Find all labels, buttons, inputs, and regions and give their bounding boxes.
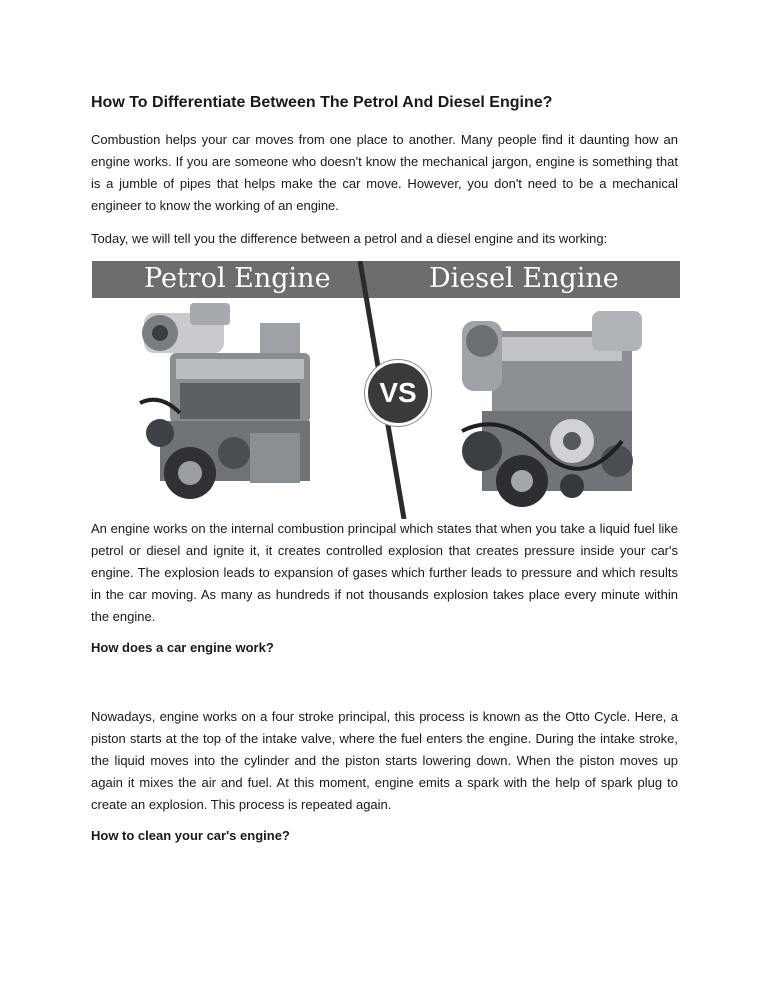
lead-in-paragraph: Today, we will tell you the difference between a petrol and a diesel engine and its working:: [91, 231, 608, 246]
combustion-paragraph: An engine works on the internal combustion principal which states that when you take a liquid fuel like petrol or diesel and ignite it, it creates controlled explosion that creates pressure inside your car's engine. The explosion leads to expansion of gases which further leads to pressure and which results in the car moving. As many as hundreds if not thousands explosion takes place every minute within the engine.: [91, 521, 678, 624]
otto-cycle-paragraph: Nowadays, engine works on a four stroke principal, this process is known as the Otto Cycle. Here, a piston starts at the top of the intake valve, where the fuel enters the engine. During the intake stroke, the liquid moves into the cylinder and the piston starts lowering down. When the piston moves up again it mixes the air and fuel. At this moment, engine emits a spark with the help of spark plug to create an explosion. This process is repeated again.: [91, 709, 678, 812]
vs-badge: VS: [365, 360, 431, 426]
engine-comparison-figure: [92, 261, 680, 519]
section-heading-how-engine-works: How does a car engine work?: [91, 640, 274, 655]
section-heading-clean-engine: How to clean your car's engine?: [91, 828, 290, 843]
petrol-engine-label: Petrol Engine: [144, 263, 331, 294]
page-title: How To Differentiate Between The Petrol And Diesel Engine?: [91, 94, 553, 111]
petrol-engine-image: [130, 303, 330, 509]
intro-paragraph: Combustion helps your car moves from one place to another. Many people find it daunting how an engine works. If you are someone who doesn't know the mechanical jargon, engine is something that is a jumble of pipes that helps make the car move. However, you don't need to be a mechanical engineer to know the working of an engine.: [91, 132, 678, 213]
diesel-engine-label: Diesel Engine: [429, 263, 619, 294]
diesel-engine-image: [442, 301, 652, 511]
